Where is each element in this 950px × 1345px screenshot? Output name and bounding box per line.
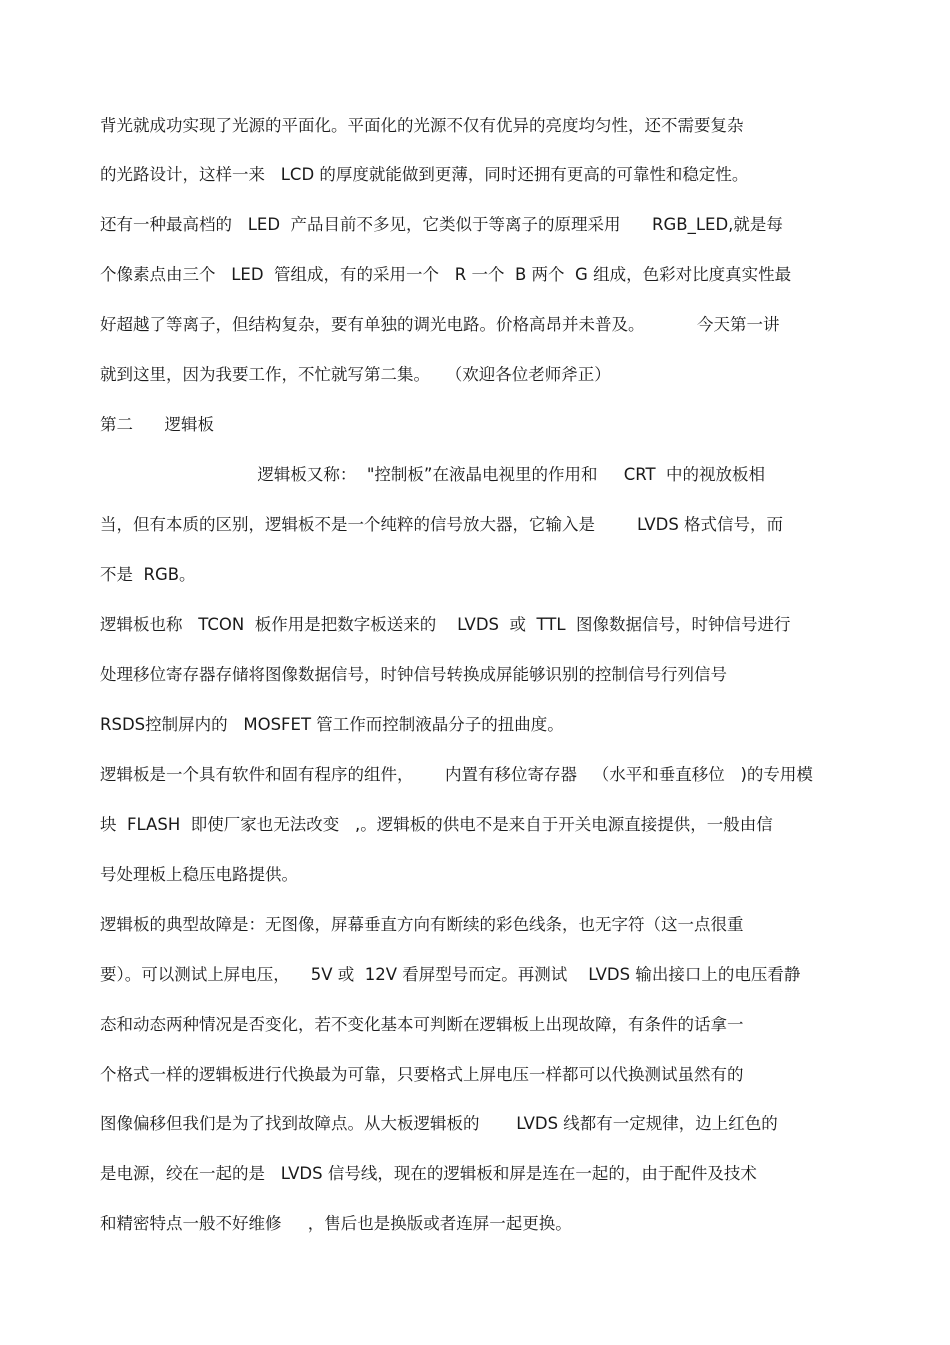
text-line: 图像偏移但我们是为了找到故障点。从大板逻辑板的 LVDS 线都有一定规律，边上红色的 bbox=[100, 1114, 778, 1133]
text-line: 处理移位寄存器存储将图像数据信号，时钟信号转换成屏能够识别的控制信号行列信号 bbox=[100, 665, 727, 684]
text-line: 还有一种最高档的 LED 产品目前不多见，它类似于等离子的原理采用 RGB_LED,就是每 bbox=[100, 215, 783, 234]
text-line: 和精密特点一般不好维修 ，售后也是换版或者连屏一起更换。 bbox=[100, 1214, 572, 1233]
text-line: 的光路设计，这样一来 LCD 的厚度就能做到更薄，同时还拥有更高的可靠性和稳定性。 bbox=[100, 165, 749, 184]
text-line: 个格式一样的逻辑板进行代换最为可靠，只要格式上屏电压一样都可以代换测试虽然有的 bbox=[100, 1065, 744, 1084]
text-line: 个像素点由三个 LED 管组成，有的采用一个 R 一个 B 两个 G 组成，色彩对比度真实性最 bbox=[100, 265, 792, 284]
text-line: 号处理板上稳压电路提供。 bbox=[100, 865, 298, 884]
text-line: 是电源，绞在一起的是 LVDS 信号线，现在的逻辑板和屏是连在一起的，由于配件及技术 bbox=[100, 1164, 757, 1183]
text-line: 要）。可以测试上屏电压， 5V 或 12V 看屏型号而定。再测试 LVDS 输出接口上的电压看静 bbox=[100, 965, 801, 984]
text-line: 不是 RGB。 bbox=[100, 565, 196, 584]
text-line: 就到这里，因为我要工作，不忙就写第二集。 （欢迎各位老师斧正） bbox=[100, 365, 611, 384]
text-line: 块 FLASH 即使厂家也无法改变 ,。逻辑板的供电不是来自于开关电源直接提供，一般由信 bbox=[100, 815, 773, 834]
text-line: 逻辑板也称 TCON 板作用是把数字板送来的 LVDS 或 TTL 图像数据信号，时钟信号进行 bbox=[100, 615, 791, 634]
text-line: 逻辑板是一个具有软件和固有程序的组件， 内置有移位寄存器 （水平和垂直移位 )的专用模 bbox=[100, 765, 813, 784]
section-heading: 第二 逻辑板 bbox=[100, 415, 214, 434]
text-line: RSDS控制屏内的 MOSFET 管工作而控制液晶分子的扭曲度。 bbox=[100, 715, 564, 734]
text-line: 背光就成功实现了光源的平面化。平面化的光源不仅有优异的亮度均匀性，还不需要复杂 bbox=[100, 116, 744, 135]
text-line: 当，但有本质的区别，逻辑板不是一个纯粹的信号放大器，它输入是 LVDS 格式信号，而 bbox=[100, 515, 784, 534]
text-line: 逻辑板又称： "控制板”在液晶电视里的作用和 CRT 中的视放板相 bbox=[100, 465, 766, 484]
text-line: 逻辑板的典型故障是：无图像，屏幕垂直方向有断续的彩色线条，也无字符（这一点很重 bbox=[100, 915, 744, 934]
text-line: 态和动态两种情况是否变化，若不变化基本可判断在逻辑板上出现故障，有条件的话拿一 bbox=[100, 1015, 744, 1034]
text-line: 好超越了等离子，但结构复杂，要有单独的调光电路。价格高昂并未普及。 今天第一讲 bbox=[100, 315, 780, 334]
